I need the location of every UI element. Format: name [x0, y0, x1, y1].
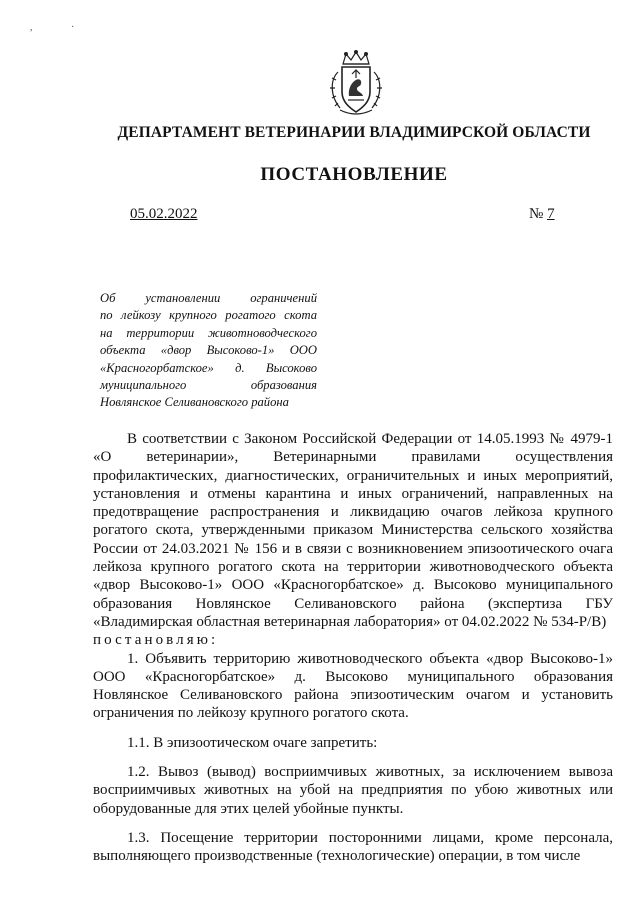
resolve-word: постановляю:: [93, 632, 219, 649]
scan-marks: , ·: [30, 22, 93, 33]
item-1-paragraph: 1. Объявить территорию животноводческого объекта «двор Высоково-1» ООО «Красногорбатское» д. Высоково муниципального образования Новлянское Селивановского района эпизоотическим очагом и установить ограничения по лейкозу крупного рогатого скота.: [93, 650, 613, 722]
subject-line: «Красногорбатское» д. Высоково: [100, 360, 317, 375]
document-type: ПОСТАНОВЛЕНИЕ: [260, 164, 448, 185]
subject-line: муниципального образования: [100, 378, 317, 393]
organization-name: ДЕПАРТАМЕНТ ВЕТЕРИНАРИИ ВЛАДИМИРСКОЙ ОБЛАСТИ: [117, 124, 591, 141]
item-1-1-paragraph: 1.1. В эпизоотическом очаге запретить:: [127, 734, 378, 751]
number-prefix: №: [529, 206, 544, 222]
item-1-3-paragraph: 1.3. Посещение территории посторонними лицами, кроме персонала, выполняющего производственные (технологические) операции, в том числе: [93, 829, 613, 865]
coat-of-arms-icon: [326, 50, 386, 118]
subject-line: по лейкозу крупного рогатого скота: [100, 308, 317, 323]
number-value: 7: [547, 206, 555, 222]
subject-line: Об установлении ограничений: [100, 291, 317, 305]
document-body: [93, 430, 613, 866]
subject-line: объекта «двор Высоково-1» ООО: [100, 343, 317, 358]
document-number: [529, 206, 555, 223]
preamble-paragraph: В соответствии с Законом Российской Федерации от 14.05.1993 № 4979-1 «О ветеринарии», Ветеринарными правилами осуществления профилактических, диагностических, ограничительных и иных мероприятий, установления и отмены карантина и иных ограничений, направленных на предотвращение распространения и ликвидацию очагов лейкоза крупного рогатого скота, утвержденными приказом Министерства сельского хозяйства России от 24.03.2021 № 156 и в связи с возникновением эпизоотического очага лейкоза крупного рогатого скота на территории животноводческого объекта «двор Высоково-1» ООО «Красногорбатское» д. Высоково муниципального образования Новлянское Селивановского района (экспертиза ГБУ «Владимирская областная ветеринарная лаборатория» от 04.02.2022 № 534-Р/В): [93, 431, 613, 630]
subject-line: на территории животноводческого: [100, 325, 317, 340]
document-date: 05.02.2022: [130, 206, 198, 222]
subject-line: Новлянское Селивановского района: [100, 395, 289, 410]
item-1-2-paragraph: 1.2. Вывоз (вывод) восприимчивых животных, за исключением вывоза восприимчивых животных на убой на предприятия по убою животных или оборудованные для этих целей убойные пункты.: [93, 764, 613, 817]
document-subject: [100, 290, 317, 412]
